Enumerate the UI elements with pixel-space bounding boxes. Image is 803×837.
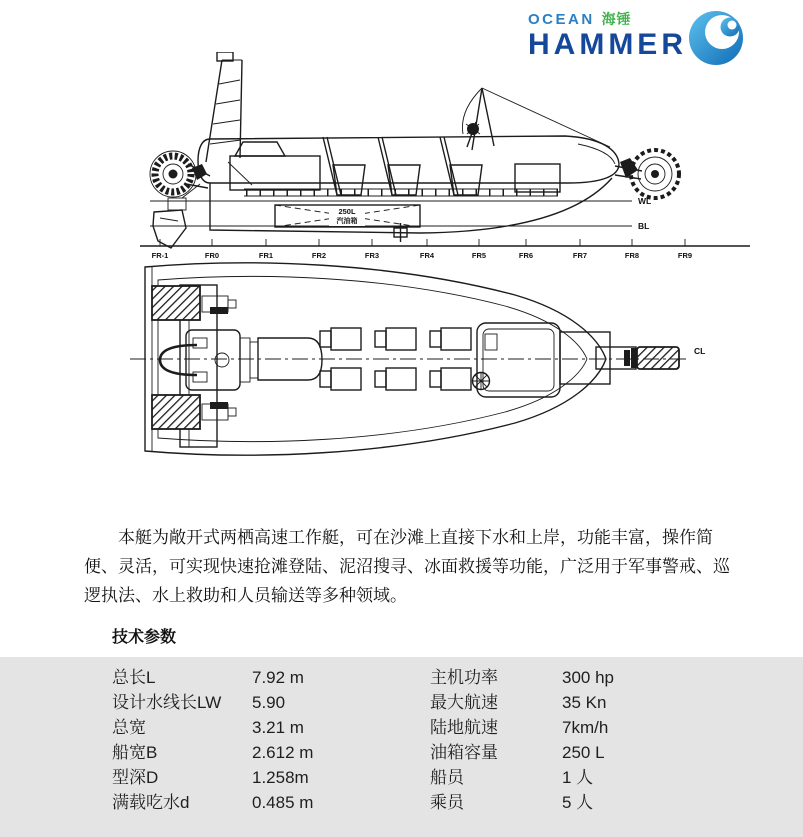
frame-label: FR4 (419, 251, 435, 260)
frame-label: FR0 (204, 251, 220, 260)
side-view (140, 52, 750, 260)
spec-row (112, 665, 313, 690)
spec-label: 型深D (112, 768, 159, 787)
spec-value: 0.485 m (252, 793, 314, 812)
spec-label: 乘员 (430, 793, 464, 812)
brand-hammer-text: HAMMER (528, 28, 687, 61)
spec-row (430, 665, 614, 690)
fuel-tank-capacity: 250L (338, 207, 356, 216)
fuel-tank-name: 汽油箱 (336, 218, 358, 225)
frame-label: FR2 (311, 251, 327, 260)
boat-description: 本艇为敞开式两栖高速工作艇，可在沙滩上直接下水和上岸，功能丰富，操作简便、灵活，可实现快速抢滩登陆、泥沼搜寻、冰面救援等功能，广泛用于军事警戒、巡逻执法、水上救助和人员输送等多种领域。 (84, 528, 730, 605)
spec-label: 船宽B (112, 743, 158, 762)
spec-row (112, 765, 313, 790)
spec-row (430, 715, 614, 740)
centerline-label: CL (694, 346, 706, 356)
fuel-tank (275, 205, 420, 227)
frame-label: FR6 (518, 251, 534, 260)
frame-label: FR-1 (151, 251, 169, 260)
spec-value: 3.21 m (252, 718, 304, 737)
stern-ladder (206, 52, 252, 185)
spec-label: 满载吃水d (112, 793, 190, 812)
spec-row (430, 690, 614, 715)
spec-value: 1.258m (252, 768, 309, 787)
spec-value: 300 hp (562, 668, 614, 687)
spec-value: 7km/h (562, 718, 609, 737)
spec-table (0, 657, 803, 837)
spec-row (112, 690, 313, 715)
frame-label: FR9 (677, 251, 693, 260)
side-mast (462, 88, 610, 150)
frame-label: FR7 (572, 251, 588, 260)
bow-wheel-side (615, 150, 679, 198)
spec-label: 陆地航速 (430, 718, 498, 737)
side-seats (323, 137, 560, 195)
spec-label: 船员 (430, 768, 464, 787)
brand-chinese-text: 海锤 (601, 11, 632, 27)
engine-top (160, 330, 322, 390)
spec-value: 250 L (562, 743, 605, 762)
baseline-label: BL (638, 221, 650, 231)
frame-label: FR5 (471, 251, 487, 260)
frame-label: FR3 (364, 251, 380, 260)
spec-value: 5.90 (252, 693, 286, 712)
stern-wheel-side (150, 151, 210, 197)
spec-value: 35 Kn (562, 693, 607, 712)
brand-logo-top-line (528, 11, 687, 28)
bow-wheel-top (596, 347, 679, 369)
spec-column-left (112, 665, 313, 815)
frame-ruler (140, 239, 750, 260)
spec-value: 5 人 (562, 793, 594, 812)
brand-ocean-text: OCEAN (528, 11, 595, 28)
spec-label: 总长L (112, 668, 156, 687)
stern-motor (153, 184, 200, 248)
spec-label: 设计水线长LW (112, 693, 222, 712)
spec-row (430, 790, 614, 815)
spec-label: 最大航速 (430, 693, 498, 712)
spec-value: 7.92 m (252, 668, 304, 687)
spec-label: 主机功率 (430, 668, 498, 687)
spec-label: 总宽 (112, 718, 146, 737)
spec-row (112, 790, 313, 815)
spec-label: 油箱容量 (430, 743, 498, 762)
waterline-label: WL (638, 196, 652, 206)
spec-row (430, 740, 614, 765)
spec-value: 1 人 (562, 768, 594, 787)
spec-row (112, 715, 313, 740)
top-view (130, 263, 705, 455)
spec-value: 2.612 m (252, 743, 314, 762)
frame-label: FR1 (258, 251, 274, 260)
spec-row (430, 765, 614, 790)
boat-technical-drawing (110, 52, 770, 472)
spec-row (112, 740, 313, 765)
frame-label: FR8 (624, 251, 640, 260)
stern-wheels-top (152, 286, 236, 429)
spec-column-right (430, 665, 614, 815)
specs-heading: 技术参数 (112, 629, 177, 646)
